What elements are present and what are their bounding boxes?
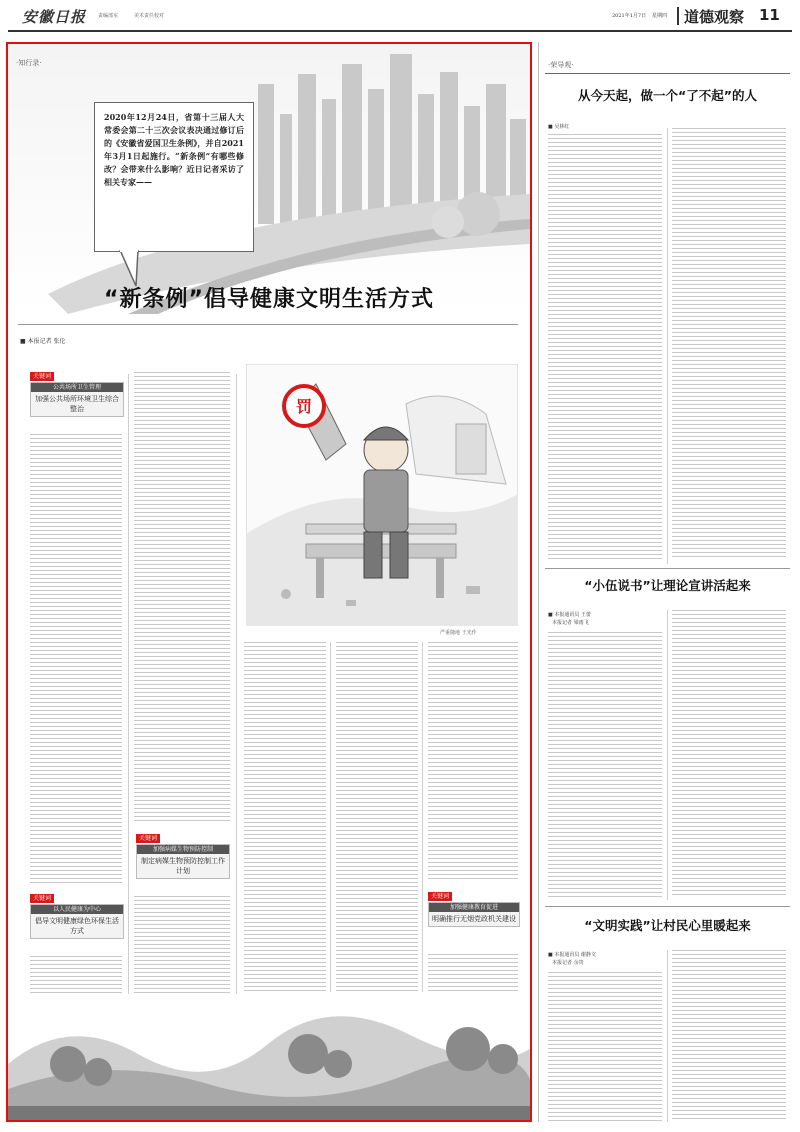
headline-rule (18, 324, 518, 325)
article2-byline-1: ■ 本报通讯员 王蕾 (548, 612, 591, 618)
header-rule (8, 30, 792, 32)
headline: “新条例”倡导健康文明生活方式 (104, 287, 434, 312)
subhead-3-title: 加强健康教育促进 (429, 903, 519, 912)
subhead-box-3 (428, 902, 520, 927)
column-divider-3 (330, 642, 331, 992)
right-column-tag: ·荣导观· (548, 61, 574, 69)
article3-divider (667, 950, 668, 1122)
subhead-2-body: 制定病媒生物预防控制工作计划 (141, 857, 225, 875)
lead-text: 2020年12月24日，省第十三届人大常委会第二十三次会议表决通过修订后的《安徽省爱国卫生条例》，并自2021年3月1日起施行。“新条例”有哪些修改？会带来什么影响？近日记者采访了相关专家—— (104, 112, 244, 187)
subhead-4-title: 以人民健康为中心 (31, 905, 123, 914)
cartoon-caption: 严重随地 王光作 (440, 630, 477, 636)
article1-body-col2 (672, 128, 786, 560)
body-text-col2-b (134, 896, 230, 996)
lead-callout (94, 102, 254, 252)
header-date: 2021年1月7日 (612, 13, 647, 19)
subhead-box-2 (136, 844, 230, 879)
page-number: 11 (759, 6, 780, 24)
body-text-col1-a (30, 434, 122, 884)
subhead-1-title: 公共场所卫生管理 (31, 383, 123, 392)
article2-divider (667, 610, 668, 900)
page-column-divider (538, 42, 539, 1122)
column-divider-4 (422, 642, 423, 992)
column-divider-1 (128, 374, 129, 994)
header-info-proof: 美术责任校对 (134, 13, 165, 19)
article3-body-col2 (672, 950, 786, 1122)
article1-byline: ■ 吴林红 (548, 124, 570, 130)
keyword-tag-1: 关键词 (30, 372, 54, 381)
body-text-col3 (244, 642, 326, 992)
body-text-col4 (336, 642, 418, 992)
subhead-4-body: 倡导文明健康绿色环保生活方式 (35, 917, 119, 935)
body-text-col5-a (428, 642, 518, 882)
body-text-col1-b (30, 956, 122, 996)
article3-byline-2: 本报记者 余贵 (552, 960, 584, 966)
article2-byline-2: 本报记者 梁雨飞 (552, 620, 589, 626)
column-tag: ·知行录· (16, 59, 42, 67)
article2-body-col2 (672, 610, 786, 898)
subhead-2-title: 加强病媒生物预防控制 (137, 845, 229, 854)
article2-title: “小伍说书”让理论宣讲活起来 (584, 578, 751, 593)
subhead-3-body: 明确推行无烟党政机关建设 (432, 915, 516, 923)
header-info-editor: 责编部室 (98, 13, 119, 19)
landscape-illustration (8, 994, 530, 1120)
subhead-1-body: 加强公共场所环境卫生综合整治 (35, 395, 119, 413)
article2-body-col1 (548, 632, 662, 898)
right-rule-1 (545, 568, 790, 569)
article1-body-col1 (548, 134, 662, 560)
header-weekday: 星期四 (652, 13, 668, 19)
body-text-col5-b (428, 954, 518, 992)
city-skyline-illustration (8, 44, 530, 314)
article1-title: 从今天起，做一个“了不起”的人 (578, 88, 757, 103)
keyword-tag-3: 关键词 (428, 892, 452, 901)
right-rule-2 (545, 906, 790, 907)
main-feature-frame (6, 42, 532, 1122)
article3-title: “文明实践”让村民心里暖起来 (584, 918, 751, 933)
article3-byline-1: ■ 本报通讯员 谢静文 (548, 952, 596, 958)
subhead-box-4 (30, 904, 124, 939)
keyword-tag-2: 关键词 (136, 834, 160, 843)
section-title: 道德观察 (684, 8, 745, 26)
article1-divider (667, 128, 668, 564)
column-divider-2 (236, 374, 237, 994)
subhead-box-1 (30, 382, 124, 417)
masthead: 安徽日报 (22, 8, 87, 26)
article3-body-col1 (548, 972, 662, 1122)
keyword-tag-4: 关键词 (30, 894, 54, 903)
header-divider (677, 7, 679, 25)
right-top-rule (545, 73, 790, 74)
cartoon-illustration (246, 364, 518, 626)
body-text-col2-a (134, 372, 230, 824)
penalty-sign-text: 罚 (295, 397, 313, 416)
byline: ■ 本报记者 张伦 (20, 338, 66, 345)
